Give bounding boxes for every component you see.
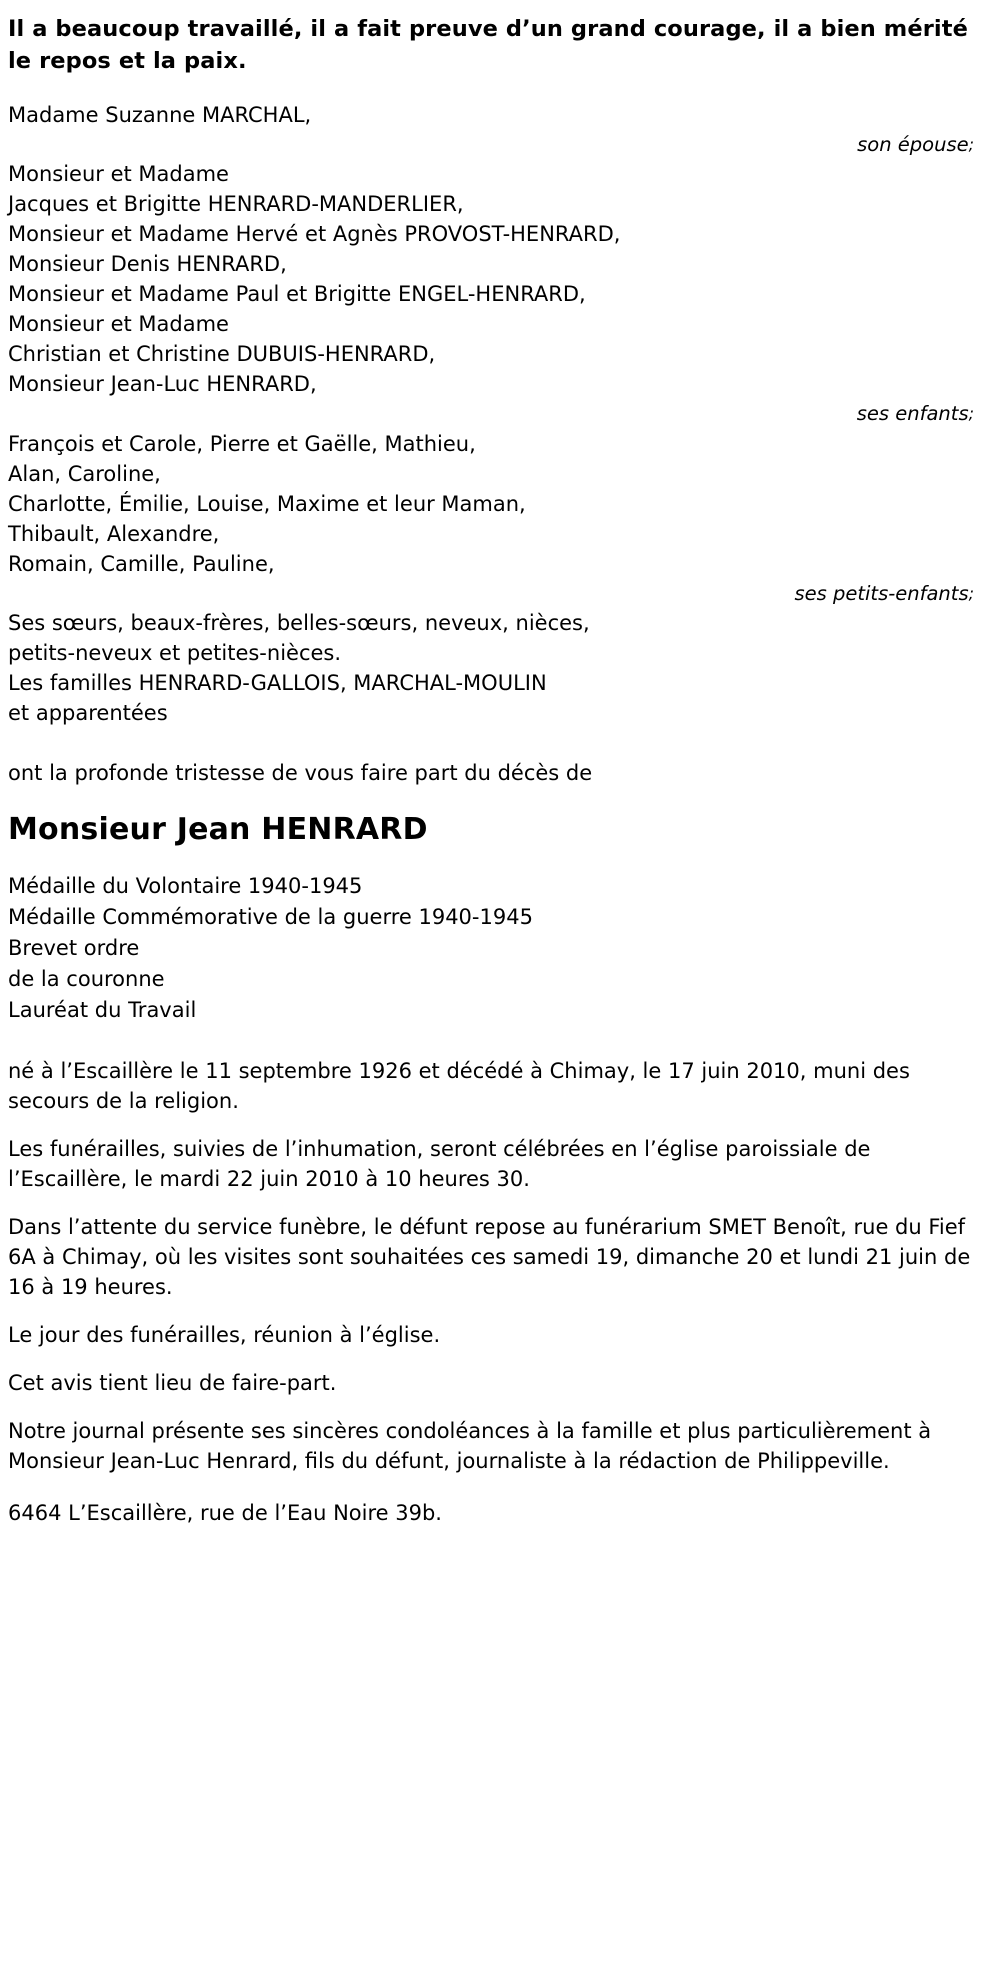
grandchild-line: Thibault, Alexandre, xyxy=(8,521,220,546)
child-line: Monsieur Denis HENRARD, xyxy=(8,252,287,277)
honour-line: Médaille Commémorative de la guerre 1940-1945 xyxy=(8,905,533,929)
spouse-role-separator: ; xyxy=(968,134,974,154)
grandchildren-role xyxy=(8,579,980,608)
child-line: Christian et Christine DUBUIS-HENRARD, xyxy=(8,342,436,367)
body-paragraph: Les funérailles, suivies de l’inhumation, seront célébrées en l’église paroissiale de l’Escaillère, le mardi 22 juin 2010 à 10 heures 30. xyxy=(8,1137,871,1192)
grandchildren-block xyxy=(8,429,980,608)
child-line: Monsieur et Madame Paul et Brigitte ENGEL-HENRARD, xyxy=(8,282,586,307)
grandchild-line: François et Carole, Pierre et Gaëlle, Mathieu, xyxy=(8,431,476,456)
relatives-line: petits-neveux et petites-nièces. xyxy=(8,640,342,665)
relatives-line: et apparentées xyxy=(8,700,168,725)
child-line: Monsieur et Madame xyxy=(8,312,229,337)
announcement-text: ont la profonde tristesse de vous faire part du décès de xyxy=(8,760,593,785)
honour-line: Médaille du Volontaire 1940-1945 xyxy=(8,873,363,898)
honour-line: Brevet ordre xyxy=(8,936,140,961)
spouse-name: Madame Suzanne MARCHAL, xyxy=(8,102,312,127)
deceased-name: Monsieur Jean HENRARD xyxy=(8,811,428,847)
spacer xyxy=(8,849,980,871)
spouse-block xyxy=(8,100,980,159)
honours-block xyxy=(8,871,980,1026)
spacer xyxy=(8,1026,980,1056)
body-paragraph: né à l’Escaillère le 11 septembre 1926 et décédé à Chimay, le 17 juin 2010, muni des secours de la religion. xyxy=(8,1059,910,1114)
children-role-label: ses enfants xyxy=(856,402,969,426)
children-block xyxy=(8,159,980,428)
relatives-line: Ses sœurs, beaux-frères, belles-sœurs, neveux, nièces, xyxy=(8,610,590,635)
child-line: Monsieur et Madame xyxy=(8,162,229,187)
body-paragraph: Le jour des funérailles, réunion à l’église. xyxy=(8,1323,441,1348)
grandchild-line: Charlotte, Émilie, Louise, Maxime et leur Maman, xyxy=(8,491,526,516)
grandchild-line: Romain, Camille, Pauline, xyxy=(8,551,275,576)
spacer xyxy=(8,1476,980,1498)
child-line: Jacques et Brigitte HENRARD-MANDERLIER, xyxy=(8,192,464,217)
honour-line: de la couronne xyxy=(8,967,165,992)
address-line: 6464 L’Escaillère, rue de l’Eau Noire 39b. xyxy=(8,1501,442,1526)
body-paragraph: Notre journal présente ses sincères condoléances à la famille et plus particulièrement à Monsieur Jean-Luc Henrard, fils du défunt, journaliste à la rédaction de Philippeville. xyxy=(8,1419,932,1474)
grandchild-line: Alan, Caroline, xyxy=(8,461,161,486)
honour-line: Lauréat du Travail xyxy=(8,998,197,1023)
spouse-role xyxy=(8,130,980,159)
child-line: Monsieur Jean-Luc HENRARD, xyxy=(8,372,317,397)
body-paragraph: Dans l’attente du service funèbre, le défunt repose au funérarium SMET Benoît, rue du Fief 6A à Chimay, où les visites sont souhaitées ces samedi 19, dimanche 20 et lundi 21 juin de 16 à 19 heures. xyxy=(8,1215,971,1300)
relatives-block xyxy=(8,608,980,728)
body-paragraph: Cet avis tient lieu de faire-part. xyxy=(8,1371,337,1396)
child-line: Monsieur et Madame Hervé et Agnès PROVOST-HENRARD, xyxy=(8,222,621,247)
spacer xyxy=(8,728,980,758)
relatives-line: Les familles HENRARD-GALLOIS, MARCHAL-MOULIN xyxy=(8,670,547,695)
spouse-role-label: son épouse xyxy=(857,132,969,156)
notice-body xyxy=(8,1056,980,1476)
epigraph-text: Il a beaucoup travaillé, il a fait preuve d’un grand courage, il a bien mérité le repos et la paix. xyxy=(8,16,968,74)
children-role xyxy=(8,399,980,428)
spacer xyxy=(8,788,980,810)
grandchildren-role-separator: ; xyxy=(968,583,974,603)
grandchildren-role-label: ses petits-enfants xyxy=(794,581,969,605)
children-role-separator: ; xyxy=(968,404,974,424)
